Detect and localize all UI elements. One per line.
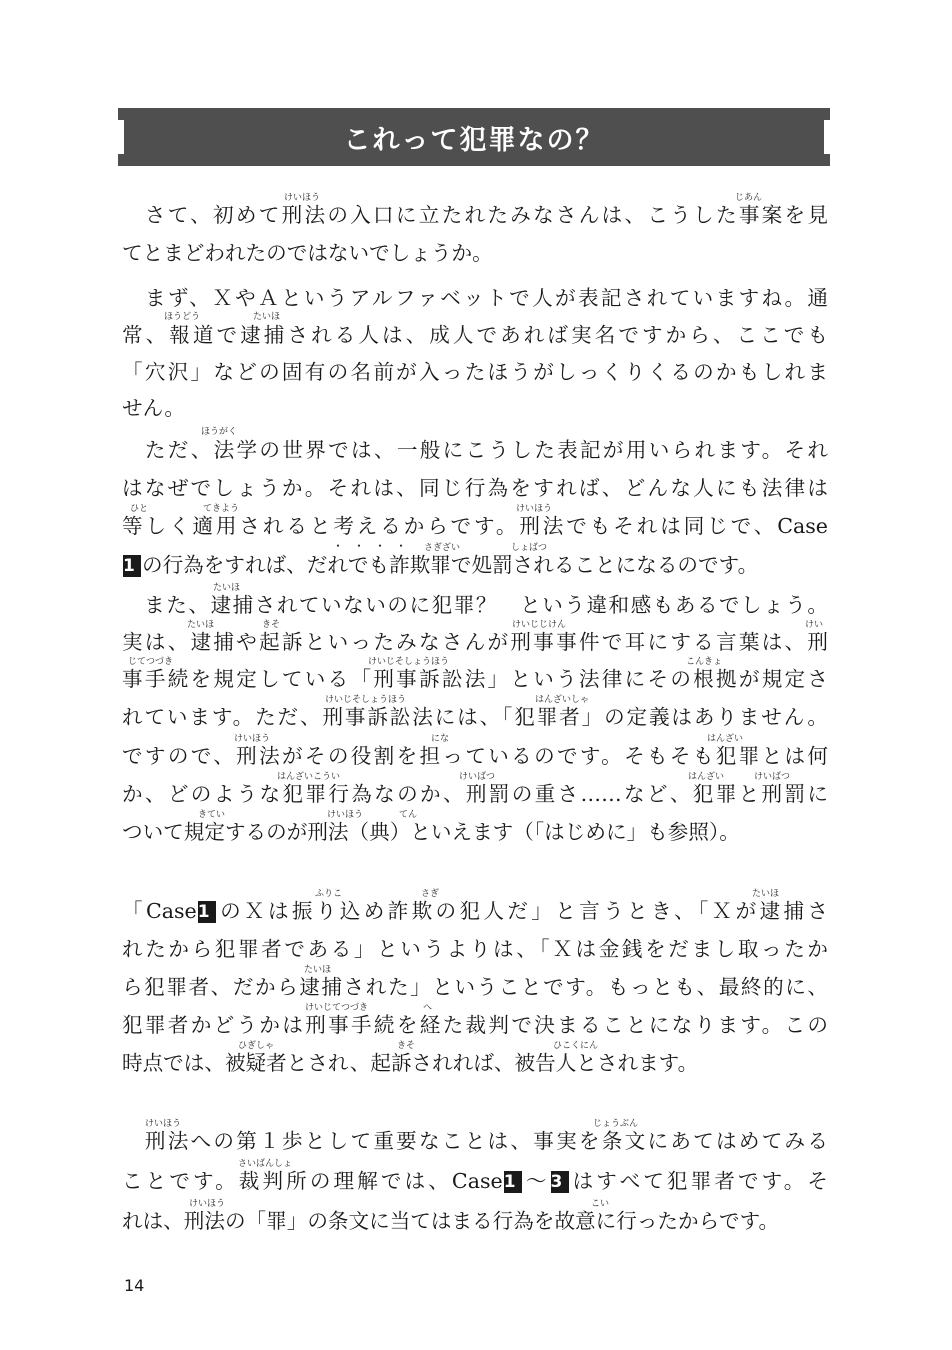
text-line: れは、刑法の「罪」の条文に当てはまる行為を故意に行ったからです。 xyxy=(122,1209,780,1233)
ruby-annotation: じてつづき xyxy=(128,657,174,667)
ruby-annotation: しょばつ xyxy=(511,543,548,553)
page-number: 14 xyxy=(124,1276,145,1295)
text-line: せん。 xyxy=(122,396,186,420)
ruby-annotation: けいじじけん xyxy=(512,620,567,630)
text-line: 犯罪者かどうかは刑事手続を経た裁判で決まることになります。この xyxy=(122,1013,828,1037)
text-line: ら犯罪者、だから逮捕された」ということです。もっとも、最終的に、 xyxy=(122,975,828,999)
ruby-annotation: けいばつ xyxy=(754,772,791,782)
text-line-segment: 「Case xyxy=(122,899,197,923)
ruby-annotation: てきよう xyxy=(203,504,240,514)
ruby-annotation: ほうがく xyxy=(201,427,238,437)
ruby-annotation: さぎざい xyxy=(424,543,461,553)
ruby-annotation: はんざいこうい xyxy=(277,772,341,782)
text-line: ですので、刑法がその役割を担っているのです。そもそも犯罪とは何 xyxy=(122,744,828,768)
text-line: 刑法への第１歩として重要なことは、事実を条文にあてはめてみる xyxy=(122,1129,828,1153)
text-line: ついて規定するのが刑法（典）といえます（「はじめに」も参照）。 xyxy=(122,820,740,844)
text-line: れたから犯罪者である」というよりは、「Ｘは金銭をだまし取ったか xyxy=(122,937,828,961)
ruby-annotation: ひこくにん xyxy=(553,1041,599,1051)
ruby-annotation: さぎ xyxy=(421,889,440,899)
ruby-annotation: たいほ xyxy=(304,965,332,975)
ruby-annotation: たいほ xyxy=(187,620,215,630)
ruby-annotation: けいほう xyxy=(145,1119,182,1129)
text-line-segment: ～ xyxy=(522,1169,550,1193)
ruby-annotation: けいほう xyxy=(327,810,364,820)
text-line: さて、初めて刑法の入口に立たれたみなさんは、こうした事案を見 xyxy=(122,203,828,227)
text-line: 常、報道で逮捕される人は、成人であれば実名ですから、ここでも xyxy=(122,323,828,347)
text-line: 事手続を規定している「刑事訴訟法」という法律にその根拠が規定さ xyxy=(122,667,828,691)
ruby-annotation: けいほう xyxy=(234,734,271,744)
text-line: てとまどわれたのではないでしょうか。 xyxy=(122,241,493,265)
ruby-annotation: にな xyxy=(431,734,450,744)
ruby-annotation: きそ xyxy=(397,1041,416,1051)
ruby-annotation: けいじてつづき xyxy=(305,1003,369,1013)
text-line: 等しく適用されると考えるからです。刑法でもそれは同じで、Case xyxy=(122,514,828,538)
ruby-annotation: たいほ xyxy=(213,583,241,593)
ruby-annotation: じあん xyxy=(735,193,763,203)
ruby-annotation: けいじそしょうほう xyxy=(325,695,407,705)
emphasis-dots: ・・・・ xyxy=(332,539,417,553)
ruby-annotation: けいほう xyxy=(516,504,553,514)
ruby-annotation: ひぎしゃ xyxy=(238,1041,275,1051)
ruby-annotation: きそ xyxy=(262,620,281,630)
text-line: はなぜでしょうか。それは、同じ行為をすれば、どんな人にも法律は xyxy=(122,476,828,500)
ruby-annotation: ふりこ xyxy=(315,889,343,899)
text-line: また、逮捕されていないのに犯罪？ という違和感もあるでしょう。 xyxy=(122,593,828,617)
ruby-annotation: てん xyxy=(399,810,418,820)
case-number-badge: 1 xyxy=(198,901,216,923)
text-line: 実は、逮捕や起訴といったみなさんが刑事事件で耳にする言葉は、刑 xyxy=(122,630,828,654)
ruby-annotation: こんきょ xyxy=(686,657,723,667)
text-line-segment: のＸは振り込め詐欺の犯人だ」と言うとき、「Ｘが逮捕さ xyxy=(216,899,828,923)
ruby-annotation: けいほう xyxy=(189,1199,226,1209)
ruby-annotation: けいばつ xyxy=(459,772,496,782)
ruby-annotation: けいじそしょうほう xyxy=(368,657,450,667)
ruby-annotation: ほうどう xyxy=(164,312,201,322)
ruby-annotation: たいほ xyxy=(752,889,780,899)
ruby-annotation: へ xyxy=(423,1003,433,1013)
case-number-badge: 1 xyxy=(123,555,141,577)
ruby-annotation: きてい xyxy=(198,810,226,820)
ruby-annotation: じょうぶん xyxy=(593,1119,639,1129)
text-line-segment: ことです。裁判所の理解では、Case xyxy=(122,1169,503,1193)
case-number-badge: 1 xyxy=(504,1171,522,1193)
text-line: か、どのような犯罪行為なのか、刑罰の重さ……など、犯罪と刑罰に xyxy=(122,782,828,806)
ruby-annotation: こい xyxy=(591,1199,610,1209)
ruby-annotation: はんざい xyxy=(688,772,725,782)
section-title: これって犯罪なの？ xyxy=(343,125,605,156)
text-line: 「穴沢」などの固有の名前が入ったほうがしっくりくるのかもしれま xyxy=(122,360,828,384)
ruby-annotation: ひと xyxy=(130,504,149,514)
ruby-annotation: たいほ xyxy=(253,312,281,322)
text-line: まず、ＸやＡというアルファベットで人が表記されていますね。通 xyxy=(122,286,828,310)
text-line-segment: はすべて犯罪者です。そ xyxy=(569,1169,828,1193)
text-line: 時点では、被疑者とされ、起訴されれば、被告人とされます。 xyxy=(122,1051,699,1075)
ruby-annotation: けいほう xyxy=(284,193,321,203)
text-line: ただ、法学の世界では、一般にこうした表記が用いられます。それ xyxy=(122,438,828,462)
ruby-annotation: けい xyxy=(805,620,824,630)
ruby-annotation: はんざい xyxy=(707,734,744,744)
ruby-annotation: はんざいしゃ xyxy=(535,695,590,705)
text-line-segment: の行為をすれば、だれでも詐欺罪で処罰されることになるのです。 xyxy=(142,553,759,577)
ruby-annotation: さいばんしょ xyxy=(238,1159,293,1169)
case-number-badge: 3 xyxy=(551,1171,569,1193)
text-line: れています。ただ、刑事訴訟法には、「犯罪者」の定義はありません。 xyxy=(122,705,828,729)
